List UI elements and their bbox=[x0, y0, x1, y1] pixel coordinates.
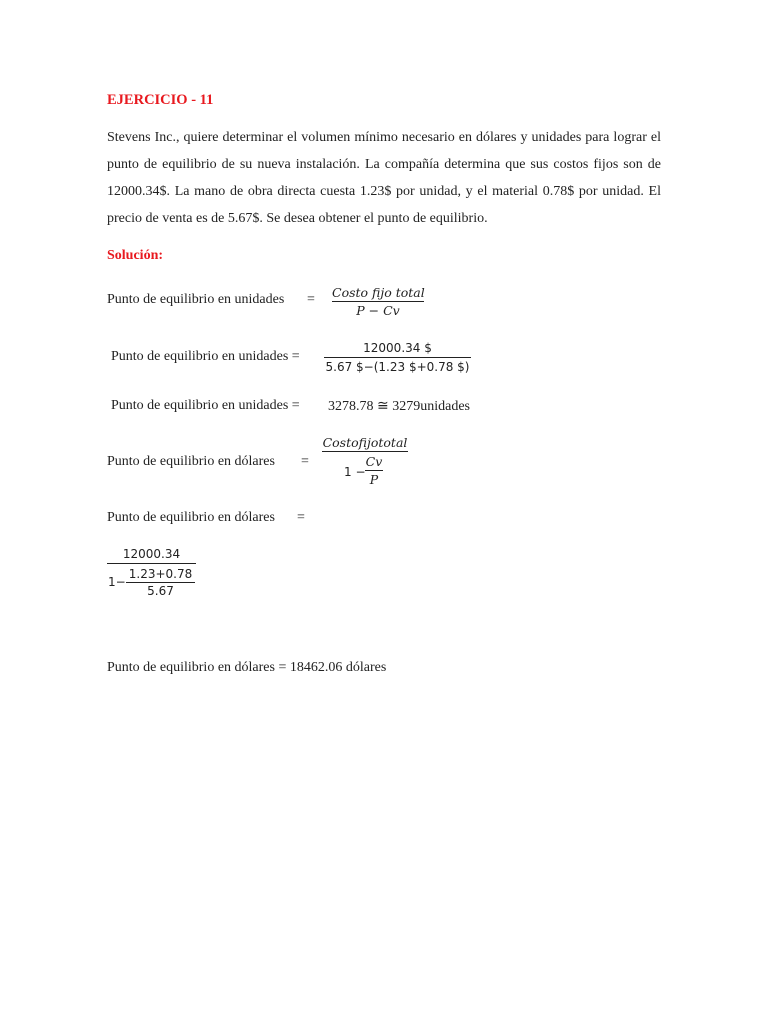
equals-sign: = bbox=[297, 510, 305, 525]
inner-numerator: 1.23+0.78 bbox=[128, 567, 193, 581]
one-minus: 1− bbox=[108, 575, 126, 589]
inner-denominator: P bbox=[369, 472, 379, 487]
equation-label: Punto de equilibrio en dólares bbox=[107, 510, 275, 525]
fraction-denominator: 5.67 $−(1.23 $+0.78 $) bbox=[325, 360, 470, 374]
equation-label: Punto de equilibrio en dólares bbox=[107, 454, 275, 469]
fraction-numerator: Costofijototal bbox=[322, 435, 408, 450]
fraction bbox=[322, 434, 408, 494]
fraction-numerator: Costo fijo total bbox=[332, 285, 425, 300]
equals-sign: = bbox=[307, 292, 315, 307]
fraction-numerator: 12000.34 bbox=[122, 547, 181, 561]
fraction-denominator bbox=[107, 564, 196, 602]
final-result: Punto de equilibrio en dólares = 18462.06 dólares bbox=[107, 660, 387, 675]
equation-label: Punto de equilibrio en unidades = bbox=[111, 398, 300, 413]
problem-statement: Stevens Inc., quiere determinar el volumen mínimo necesario en dólares y unidades para lograr el punto de equilibrio de su nueva instalación. La compañía determina que sus costos fijos son de 12000.34$. La mano de obra directa cuesta 1.23$ por unidad, y el material 0.78$ por unidad. El precio de venta es de 5.67$. Se desea obtener el punto de equilibrio. bbox=[107, 130, 661, 226]
equation-dollars-substitution bbox=[107, 546, 196, 602]
fraction-denominator bbox=[322, 452, 408, 494]
inner-fraction bbox=[365, 453, 383, 488]
fraction bbox=[332, 284, 424, 319]
inner-fraction bbox=[126, 566, 195, 599]
equation-label: Punto de equilibrio en unidades = bbox=[111, 349, 300, 364]
fraction bbox=[324, 340, 471, 377]
inner-numerator: Cv bbox=[365, 454, 383, 469]
inner-denominator: 5.67 bbox=[147, 584, 174, 598]
one-minus: 1 − bbox=[344, 465, 366, 479]
equals-sign: = bbox=[301, 454, 309, 469]
solution-heading: Solución: bbox=[107, 248, 164, 263]
fraction-numerator: 12000.34 $ bbox=[363, 341, 432, 355]
equation-label: Punto de equilibrio en unidades bbox=[107, 292, 285, 307]
equation-value: 3278.78 ≅ 3279unidades bbox=[328, 399, 470, 414]
fraction-denominator: P − Cv bbox=[356, 303, 400, 318]
exercise-title: EJERCICIO - 11 bbox=[107, 92, 214, 108]
